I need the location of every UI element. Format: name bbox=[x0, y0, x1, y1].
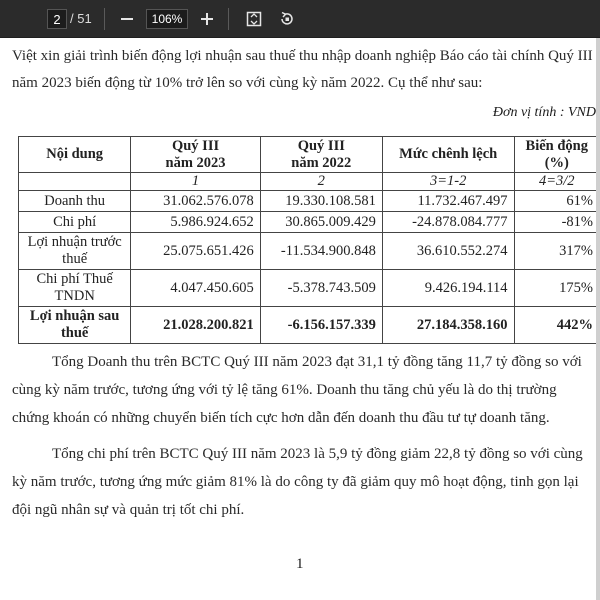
table-index-row bbox=[19, 173, 600, 191]
page-total-label: / 51 bbox=[70, 11, 92, 26]
cell-diff: -24.878.084.777 bbox=[382, 212, 514, 233]
table-row bbox=[19, 212, 600, 233]
paragraph-line: kỳ năm trước, tương ứng mức giảm 81% là do công ty đã giảm quy mô hoạt động, tinh gọn lại bbox=[12, 474, 579, 490]
index-cell: 1 bbox=[131, 173, 260, 191]
intro-line: năm 2023 biến động từ 10% trở lên so với cùng kỳ năm 2022. Cụ thể như sau: bbox=[12, 75, 483, 91]
plus-icon bbox=[200, 12, 214, 26]
unit-label: Đơn vị tính : VND bbox=[492, 105, 596, 120]
row-label: Chi phí bbox=[19, 212, 131, 233]
cell-diff: 36.610.552.274 bbox=[382, 233, 514, 270]
cell-pct: 442% bbox=[514, 307, 599, 344]
cell-q3-2023: 31.062.576.078 bbox=[131, 191, 260, 212]
pdf-page bbox=[0, 38, 600, 600]
table-header-row bbox=[19, 137, 600, 173]
zoom-level-input[interactable]: 106% bbox=[146, 9, 188, 29]
cell-q3-2022: 19.330.108.581 bbox=[260, 191, 382, 212]
cell-pct: 175% bbox=[514, 270, 599, 307]
cell-diff: 27.184.358.160 bbox=[382, 307, 514, 344]
fit-page-icon bbox=[246, 11, 262, 27]
row-label: Doanh thu bbox=[19, 191, 131, 212]
cell-pct: -81% bbox=[514, 212, 599, 233]
cell-q3-2023: 4.047.450.605 bbox=[131, 270, 260, 307]
cell-pct: 61% bbox=[514, 191, 599, 212]
financial-table bbox=[18, 136, 600, 344]
intro-line: Việt xin giải trình biến động lợi nhuận sau thuế thu nhập doanh nghiệp Báo cáo tài chính Quý III bbox=[12, 48, 593, 64]
rotate-button[interactable] bbox=[274, 6, 300, 32]
table-row bbox=[19, 307, 600, 344]
pdf-toolbar bbox=[0, 0, 600, 38]
table-row bbox=[19, 191, 600, 212]
page-edge bbox=[596, 38, 600, 600]
zoom-out-button[interactable] bbox=[114, 6, 140, 32]
table-row bbox=[19, 233, 600, 270]
cell-q3-2023: 21.028.200.821 bbox=[131, 307, 260, 344]
table-header-cell: Quý III năm 2023 bbox=[131, 137, 260, 173]
cell-q3-2022: -11.534.900.848 bbox=[260, 233, 382, 270]
page-number-input[interactable]: 2 bbox=[47, 9, 67, 29]
cell-pct: 317% bbox=[514, 233, 599, 270]
table-header-cell: Nội dung bbox=[19, 137, 131, 173]
paragraph-line: cùng kỳ năm trước, tương ứng với tỷ lệ tăng 61%. Doanh thu tăng chủ yếu là do thị trường bbox=[12, 382, 557, 398]
cell-q3-2023: 25.075.651.426 bbox=[131, 233, 260, 270]
table-row bbox=[19, 270, 600, 307]
index-cell: 2 bbox=[260, 173, 382, 191]
table-header-cell: Quý III năm 2022 bbox=[260, 137, 382, 173]
row-label: Lợi nhuận trước thuế bbox=[19, 233, 131, 270]
table-header-cell: Biến động (%) bbox=[514, 137, 599, 173]
zoom-in-button[interactable] bbox=[194, 6, 220, 32]
cell-q3-2023: 5.986.924.652 bbox=[131, 212, 260, 233]
cell-diff: 9.426.194.114 bbox=[382, 270, 514, 307]
cell-q3-2022: 30.865.009.429 bbox=[260, 212, 382, 233]
toolbar-divider bbox=[228, 8, 229, 30]
fit-to-page-button[interactable] bbox=[241, 6, 267, 32]
row-label: Chi phí Thuế TNDN bbox=[19, 270, 131, 307]
toolbar-divider bbox=[104, 8, 105, 30]
rotate-icon bbox=[279, 11, 295, 27]
cell-q3-2022: -6.156.157.339 bbox=[260, 307, 382, 344]
paragraph-line: đội ngũ nhân sự và quản trị tốt chi phí. bbox=[12, 502, 245, 518]
page-number: 1 bbox=[296, 556, 304, 572]
cell-q3-2022: -5.378.743.509 bbox=[260, 270, 382, 307]
row-label: Lợi nhuận sau thuế bbox=[19, 307, 131, 344]
paragraph-line: chứng khoán có những chuyển biến tích cực hơn dẫn đến doanh thu đầu tư tự doanh tăng. bbox=[12, 410, 550, 426]
table-header-cell: Mức chênh lệch bbox=[382, 137, 514, 173]
paragraph-line: Tổng chi phí trên BCTC Quý III năm 2023 là 5,9 tỷ đồng giảm 22,8 tỷ đồng so với cùng bbox=[52, 446, 583, 462]
index-cell bbox=[19, 173, 131, 191]
cell-diff: 11.732.467.497 bbox=[382, 191, 514, 212]
index-cell: 3=1-2 bbox=[382, 173, 514, 191]
index-cell: 4=3/2 bbox=[514, 173, 599, 191]
minus-icon bbox=[120, 12, 134, 26]
paragraph-line: Tổng Doanh thu trên BCTC Quý III năm 2023 đạt 31,1 tỷ đồng tăng 11,7 tỷ đồng so với bbox=[52, 354, 582, 370]
